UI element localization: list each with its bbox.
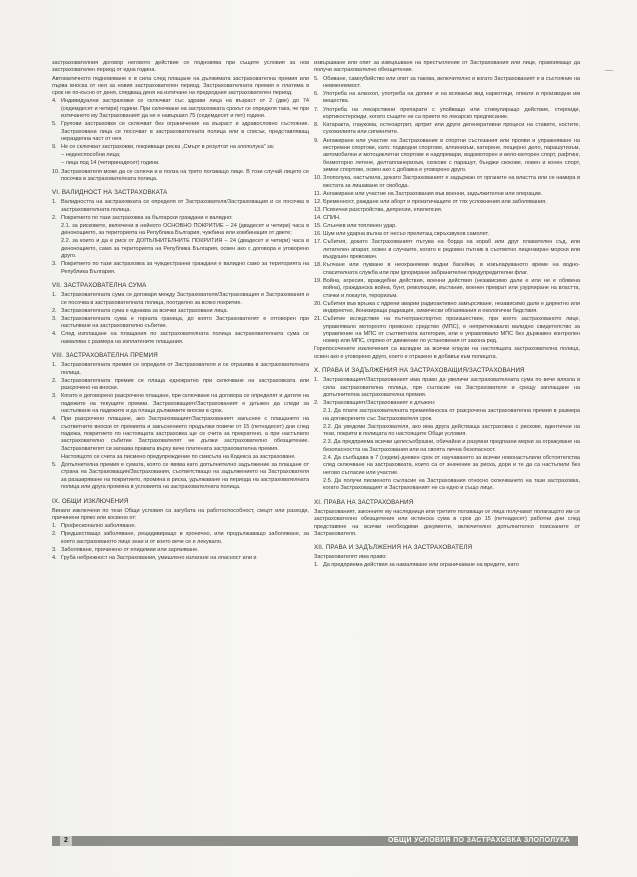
clause-number: 12.: [314, 198, 322, 205]
clause-number: 21.: [314, 316, 322, 323]
clause-text: Катаракта, глаукома, остеоартрит, артрит или други дегенеративни процеси на ставите, костите, сухожилията или сигментите.: [323, 122, 580, 136]
clause-number: 4.: [52, 331, 57, 338]
clause-number: 11.: [314, 190, 322, 197]
numbered-clause: [314, 91, 580, 106]
clause-number: 4.: [52, 416, 57, 423]
numbered-clause: [52, 416, 309, 453]
clause-number: 10.: [52, 168, 60, 175]
numbered-clause: [52, 169, 309, 184]
clause-text: Събитие вследствие на пътнотранспортно произшествие, при което застрахованото лице, управлявало моторното превозно средство (МПС), е непритежавало валидно свидетелство за управление на МПС от съответната категория, или е управлявало МПС без държавен контролен номер или МПС, спряно от движение по установения от закона ред.: [323, 316, 580, 345]
paragraph: застрахователния договор неговото действие се подновява при същите условия за нов застрахователен период от една година.: [52, 60, 309, 74]
clause-number: 10.: [314, 175, 322, 182]
numbered-clause: [52, 378, 309, 393]
section-heading: X. ПРАВА И ЗАДЪЛЖЕНИЯ НА ЗАСТРАХОВАЩИЯ/ЗАСТРАХОВАНИЯ: [314, 367, 525, 375]
clause-number: 1.: [52, 362, 57, 369]
clause-number: 16.: [314, 231, 322, 238]
clause-number: 5.: [52, 121, 57, 128]
clause-text: Валидността на застраховката се определя от Застрахователя/Застраховащия и се посочва в застрахователната полица.: [61, 199, 309, 213]
clause-text: Покритието по тази застраховка за български граждани е валидно:: [61, 214, 233, 221]
clause-text: Шум или ударна вълна от несъо прелитащ свръхзвуков самолет.: [323, 231, 489, 238]
numbered-clause: [314, 175, 580, 190]
numbered-clause: [52, 98, 309, 120]
paragraph: Автоматичното подновяване е в сила след плащане на дължимата застрахователна премия или първа вноска от нея за новия застрахователен период. Застрахователната премия е платима в срок не по-късно от деня, следващ деня на изтичане на предходния застрахователен период.: [52, 75, 309, 97]
clause-number: 19.: [314, 277, 322, 284]
clause-text: Употреба на лекарствени препарати с упойващо или стимулиращо действие, стероиди, кортикостероиди, когато същите не са приети по лекарско предписание.: [323, 106, 580, 120]
numbered-clause: [52, 199, 309, 214]
sub-clause: – лица под 14 (четиринадесет) години.: [61, 160, 160, 167]
sub-clause: 2.4. Да съобщава в 7 (седем)-дневен срок от научаването за всички новонастъпили обстоятелства след сключване на застраховката, които са от значение за риска, дори и те да са настъпили без негово съгласие или участие.: [323, 454, 580, 476]
clause-number: 7.: [314, 106, 319, 113]
clause-number: 8.: [314, 122, 319, 128]
numbered-clause: [52, 308, 309, 315]
clause-number: 3.: [52, 261, 57, 268]
page-number: 2: [60, 836, 72, 846]
clause-number: 13.: [314, 206, 322, 213]
paragraph: Застрахованият, законните му наследници или третите ползващи се лица получават полагащото им се застрахователно обезщетение или истинска сума в срок до 15 (петнадесет) работни дни след представяне на всички необходими документи, включително допълнително поисканите от Застрахователя.: [314, 508, 580, 537]
clause-number: 2.: [52, 214, 57, 221]
clause-text: Обиване, самоубийство или опит за такова, включително и когато Застрахованият е в състояние на невменяемост.: [323, 75, 580, 89]
clause-text: Предшестващо заболяване, рецидивиращо в хронично, или продължаващо заболяване, за което застрахованото лице знае и от което вече се е лекувало.: [61, 531, 309, 545]
clause-text: Война, агресия, враждебни действия, военни действия (независимо дали е или не е обявена война), гражданска война, бунт, революция, въстание, военен преврат или узурпиране на властта, стачки и локаути, тероризъм.: [323, 277, 580, 299]
paragraph: Горепосочените изключения са валидни за всички клаузи на настоящата застрахователна полица, освен ако е уговорено друго, което е отразено в добавък към полицата.: [314, 346, 580, 360]
clause-number: 2.: [52, 531, 57, 538]
numbered-clause: [52, 144, 309, 151]
clause-number: 1.: [314, 377, 319, 384]
numbered-clause: [314, 223, 580, 230]
clause-number: 15.: [314, 223, 322, 230]
sub-clause: 2.5. Да получи писменото съгласие на Застрахования относно сключването на тази застраховка, когато Застраховащият и Застрахованият не са едно и също лице.: [323, 477, 580, 492]
numbered-clause: [52, 292, 309, 307]
clause-number: 2.: [52, 377, 57, 384]
clause-text: Застрахователната премия се определя от Застрахователя и се отразява в застрахователната полица.: [61, 362, 309, 376]
clause-number: 1.: [52, 199, 57, 206]
numbered-clause: [314, 239, 580, 261]
clause-number: 5.: [52, 461, 57, 468]
numbered-clause: [52, 362, 309, 377]
clause-text: Застрахователната сума се договаря между Застрахователя/Застраховащия и Застрахования и се посочва в застрахователната полица, поотделно за всяко покритие.: [61, 292, 309, 306]
clause-number: 1.: [52, 523, 57, 530]
clause-text: Злополука, настъпила, докато Застрахованият е задържан от органите на властта или се намира в местата за лишаване от свобода.: [323, 175, 580, 189]
sub-clause: Настоящото се счита за писмено предупреждение по смисъла на Кодекса за застраховане.: [61, 453, 296, 460]
numbered-clause: [52, 547, 309, 554]
numbered-clause: [314, 562, 580, 569]
clause-text: Допълнителна премия е сумата, която се явява като допълнително задължение за плащане от страна на Застраховащия/Застрахования, съответстващо на задължението на Застрахователя за разширяване на покритието, промяна в риска, удължаване на периода на застрахователната полица или друга промяна в условията на застрахователната полица.: [61, 461, 309, 491]
clause-number: 4.: [52, 554, 57, 561]
clause-text: Ангажиране или участие на Застрахования в спортни състезания или прояви и упражняване на екстремни спортове, като: подводни спортове, алпинизъм, катерене, пещерно дело, парашутизъм, автомобилни и мотоциклетни спортове и надпревари, водомоторен и вело-моторен спорт, рафтинг, безмоторно летене, делтапланеризъм, скокове с парашут, бънджи скокове, ловен и конен спорт, зимни спортове, освен ако с добавка е уговорено друго.: [323, 137, 580, 174]
numbered-clause: [314, 316, 580, 346]
clause-number: 20.: [314, 300, 322, 307]
sub-clause: – недееспособни лица;: [61, 152, 121, 159]
numbered-clause: [52, 531, 309, 546]
clause-text: Да предприема действия за намаляване или ограничаване на вредите, като: [323, 562, 519, 569]
clause-text: Груба небрежност на Застрахования, умишлено излагане на опасност или и: [61, 554, 257, 561]
numbered-clause: [314, 199, 580, 206]
right-column: [314, 60, 580, 570]
numbered-clause: [314, 262, 580, 277]
clause-text: Не се сключват застраховки, покриващи риска „Смърт в резултат на злополука" за:: [61, 144, 275, 151]
clause-text: Застрахователя може да се сключи и в полза на трето ползващо лице. В този случай лицето се посочва в застрахователната полица.: [61, 168, 309, 182]
clause-number: 1.: [314, 562, 319, 569]
footer-title: ОБЩИ УСЛОВИЯ ПО ЗАСТРАХОВКА ЗЛОПОЛУКА: [387, 837, 570, 844]
clause-text: Застраховащият/Застрахованият е длъжен:: [323, 400, 436, 407]
numbered-clause: [314, 122, 580, 137]
clause-text: Групови застраховки се сключват без ограничение на възраст и здравословно състояние. Застраховани лица се посочват в застрахователната полица или в списък, представляващ неразделна част от нея.: [61, 121, 309, 143]
page-footer: [52, 836, 578, 846]
clause-text: Когато е договорено разсрочено плащане, при сключване на договора се определят и датите на падежите на текущите премии. Застраховащият/Застрахованият е длъжен да следи за настъпване на падежите и да плаща дължимите вноски в срок.: [61, 393, 309, 415]
clause-text: Психични разстройства, депресии, епилепсия.: [323, 206, 443, 213]
clause-text: Събития във връзка с ядрени аварии радиоактивно замърсяване, независимо дали е директно или индиректно, йонизираща радиация, химически обгазявания и екологични бедствия.: [323, 300, 580, 314]
paragraph: извършване или опит за извършване на престъпление от Застрахования или лице, правоимащо да получи застрахователно обезщетение.: [314, 60, 580, 74]
numbered-clause: [314, 278, 580, 300]
section-heading: XI. ПРАВА НА ЗАСТРАХОВАНИЯ: [314, 498, 414, 506]
clause-text: Индивидуални застраховки се сключват със здрави лица на възраст от 2 (две) до 74 (седемдесет и четири) години. При сключване на застраховката срокът се определя така, че при изтичането му Застрахованият да не е навършил 75 (седемдесет и пет) години.: [61, 98, 309, 120]
left-column: [52, 60, 309, 563]
clause-number: 9.: [52, 144, 57, 151]
sub-clause: 2.3. Да предприема всички целесъобразни, обичайни и разумни предпазни мерки за огражуване на безопасността на Застрахования или на своята лична безопасност.: [323, 439, 580, 453]
clause-number: 6.: [314, 91, 319, 97]
clause-text: Заболяване, причинено от епидемии или зарязяване.: [61, 546, 199, 553]
numbered-clause: [52, 261, 309, 276]
numbered-clause: [52, 215, 309, 222]
clause-text: При разсрочено плащане, ако Застраховащият/Застрахованият закъснее с плащането на съответните вноски от премията и закъснението продължи повече от 15 (петнадесет) дни след падежа, покритието по настоящата застраховка ще се счита за прекратено, а при настъпило застрахователно събитие Застрахователят не дължи застрахователно обезщетение. Застрахователят си запазва правата върху вече платената застрахователна премия.: [61, 416, 309, 452]
numbered-clause: [314, 215, 580, 222]
clause-text: Ангажиране или участие на Застрахования във военни, задължителни или операции.: [323, 190, 543, 197]
numbered-clause: [52, 121, 309, 143]
sub-clause: 2.2. Да уведоми Застрахователя, ако има друга действаща застраховка с рискове, идентични на тези, покрити в полицата по настоящите Общи условия.: [323, 423, 580, 438]
numbered-clause: [52, 555, 309, 562]
clause-text: Употреба на алкохол, употреба на допинг и на всякакъв вид наркотици, опиати и производни им вещества.: [323, 91, 580, 105]
clause-text: Бременност, раждане или аборт и произтичащите от тях усложнения или заболявания.: [323, 198, 547, 205]
clause-text: Професионално заболяване.: [61, 523, 136, 530]
clause-number: 18.: [314, 262, 322, 269]
sub-clause: 2.2. за които и да е риск от ДОПЪЛНИТЕЛНИТЕ ПОКРИТИЯ – 24 (двадесет и четири) часа в денонощието, само за територията на Република България, освен ако с договора е уговорено друго.: [61, 238, 309, 260]
section-heading: VI. ВАЛИДНОСТ НА ЗАСТРАХОВКАТА: [52, 189, 168, 197]
paragraph: Застрахователят има право:: [314, 554, 387, 561]
numbered-clause: [314, 377, 580, 399]
numbered-clause: [314, 301, 580, 316]
scan-mark: [605, 70, 613, 75]
numbered-clause: [52, 316, 309, 331]
numbered-clause: [314, 400, 580, 407]
clause-text: Застрахователната сума е горната граница, до която Застрахователят е отговорен при настъпване на застрахователно събитие.: [61, 315, 309, 330]
clause-text: След изплащане на плащания по застрахователната полица застрахователната сума се намалява с размера на изплатените плащания.: [61, 331, 309, 345]
sub-clause: 2.1. Да плати застрахователната премия/вноска от разсрочена застрахователна премия в размера на договорените със Застрахователя срок.: [323, 408, 580, 422]
section-heading: VIII. ЗАСТРАХОВАТЕЛНА ПРЕМИЯ: [52, 352, 158, 360]
clause-text: Покритието по тази застраховка за чуждестранни граждани е валидно само за територията на Република България.: [61, 261, 309, 275]
numbered-clause: [314, 191, 580, 198]
numbered-clause: [314, 207, 580, 214]
clause-text: Застрахователната сума е еднаква за всички застраховани лица.: [61, 307, 229, 314]
clause-number: 2.: [52, 307, 57, 314]
clause-text: Застрахователната премия се плаща еднократно при сключване на застраховката или разсрочено на вноски.: [61, 377, 309, 392]
clause-text: Събития, докато Застрахованият пътува на борда на кораб или друг плавателен съд, или летателен апарат, освен в случаите, когато е редовен пътник в съответно лицензиран морски или въздушен превозвач.: [323, 239, 580, 261]
section-heading: XII. ПРАВА И ЗАДЪЛЖЕНИЯ НА ЗАСТРАХОВАТЕЛЯ: [314, 544, 473, 552]
numbered-clause: [52, 523, 309, 530]
clause-number: 9.: [314, 137, 319, 144]
paragraph: Винаги изключени по тези Общи условия са загубата на работоспособност, смърт или разходи, причинени пряко или косвено от:: [52, 507, 309, 522]
clause-number: 3.: [52, 315, 57, 322]
clause-number: 14.: [314, 215, 322, 221]
clause-number: 1.: [52, 292, 57, 299]
sub-clause: 2.1. за рисковете, включени в нейното ОСНОВНО ПОКРИТИЕ – 24 (двадесет и четири) часа в денонощието, за територията на Република България, чужбина или комбинация от двете;: [61, 222, 309, 237]
clause-number: 4.: [52, 98, 57, 105]
clause-number: 3.: [52, 546, 57, 553]
clause-text: СПИН.: [323, 215, 341, 221]
numbered-clause: [314, 107, 580, 122]
numbered-clause: [52, 462, 309, 492]
clause-number: 2.: [314, 400, 319, 407]
clause-text: Слънчев или топлинен удар.: [323, 223, 397, 230]
numbered-clause: [52, 331, 309, 346]
clause-text: Кълчане или пукване в неохраняеми водни басейни, в изкъпаруваното време на водно-спасителната служба или при ignорирани забранителни предупредителни флаг.: [323, 262, 580, 276]
numbered-clause: [314, 138, 580, 175]
section-heading: IX. ОБЩИ ИЗКЛЮЧЕНИЯ: [52, 497, 129, 505]
numbered-clause: [314, 76, 580, 91]
clause-number: 5.: [314, 75, 319, 82]
section-heading: VII. ЗАСТРАХОВАТЕЛНА СУМА: [52, 282, 147, 290]
numbered-clause: [314, 231, 580, 238]
numbered-clause: [52, 393, 309, 415]
clause-number: 3.: [52, 393, 57, 400]
clause-number: 17.: [314, 239, 322, 246]
clause-text: Застраховащият/Застрахованият има право да увеличи застрахователната сума по вече влязла в сила застрахователна полица, при съгласие на Застрахователя и срещу заплащане на допълнителна застрахователна премия.: [323, 377, 580, 399]
